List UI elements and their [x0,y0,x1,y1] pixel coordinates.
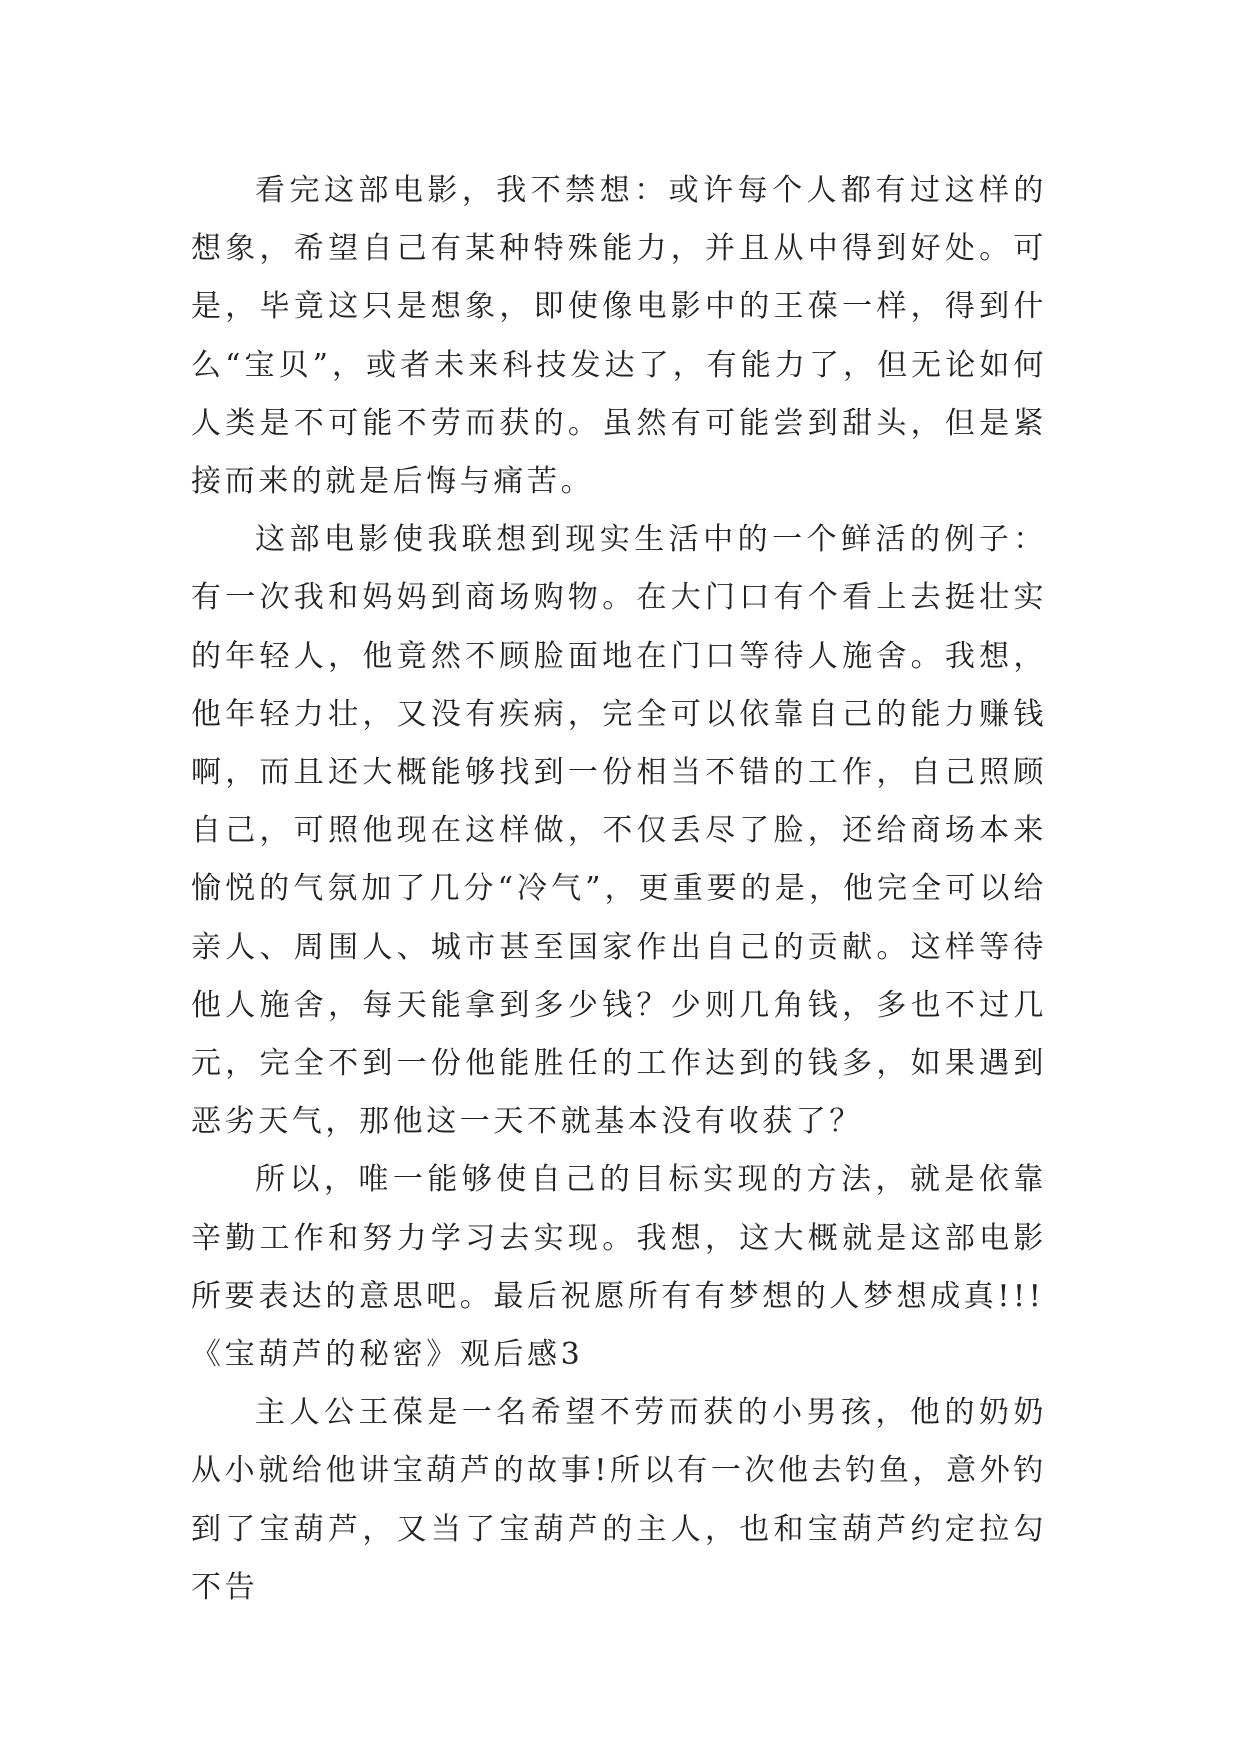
section-heading: 《宝葫芦的秘密》观后感3 [191,1337,584,1373]
paragraph-4: 主人公王葆是一名希望不劳而获的小男孩，他的奶奶从小就给他讲宝葫芦的故事!所以有一次他去钓鱼，意外钓到了宝葫芦，又当了宝葫芦的主人，也和宝葫芦约定拉勾不告 [191,1395,1047,1605]
paragraph-3: 所以，唯一能够使自己的目标实现的方法，就是依靠辛勤工作和努力学习去实现。我想，这大概就是这部电影所要表达的意思吧。最后祝愿所有有梦想的人梦想成真!!! [191,1162,1047,1314]
paragraph-1: 看完这部电影，我不禁想：或许每个人都有过这样的想象，希望自己有某种特殊能力，并且从中得到好处。可是，毕竟这只是想象，即使像电影中的王葆一样，得到什么“宝贝”，或者未来科技发达了，有能力了，但无论如何人类是不可能不劳而获的。虽然有可能尝到甜头，但是紧接而来的就是后悔与痛苦。 [191,173,1047,500]
document-body [191,162,1047,1617]
paragraph-2: 这部电影使我联想到现实生活中的一个鲜活的例子：有一次我和妈妈到商场购物。在大门口有个看上去挺壮实的年轻人，他竟然不顾脸面地在门口等待人施舍。我想，他年轻力壮，又没有疾病，完全可以依靠自己的能力赚钱啊，而且还大概能够找到一份相当不错的工作，自己照顾自己，可照他现在这样做，不仅丢尽了脸，还给商场本来愉悦的气氛加了几分“冷气”，更重要的是，他完全可以给亲人、周围人、城市甚至国家作出自己的贡献。这样等待他人施舍，每天能拿到多少钱？少则几角钱，多也不过几元，完全不到一份他能胜任的工作达到的钱多，如果遇到恶劣天气，那他这一天不就基本没有收获了？ [191,522,1047,1140]
